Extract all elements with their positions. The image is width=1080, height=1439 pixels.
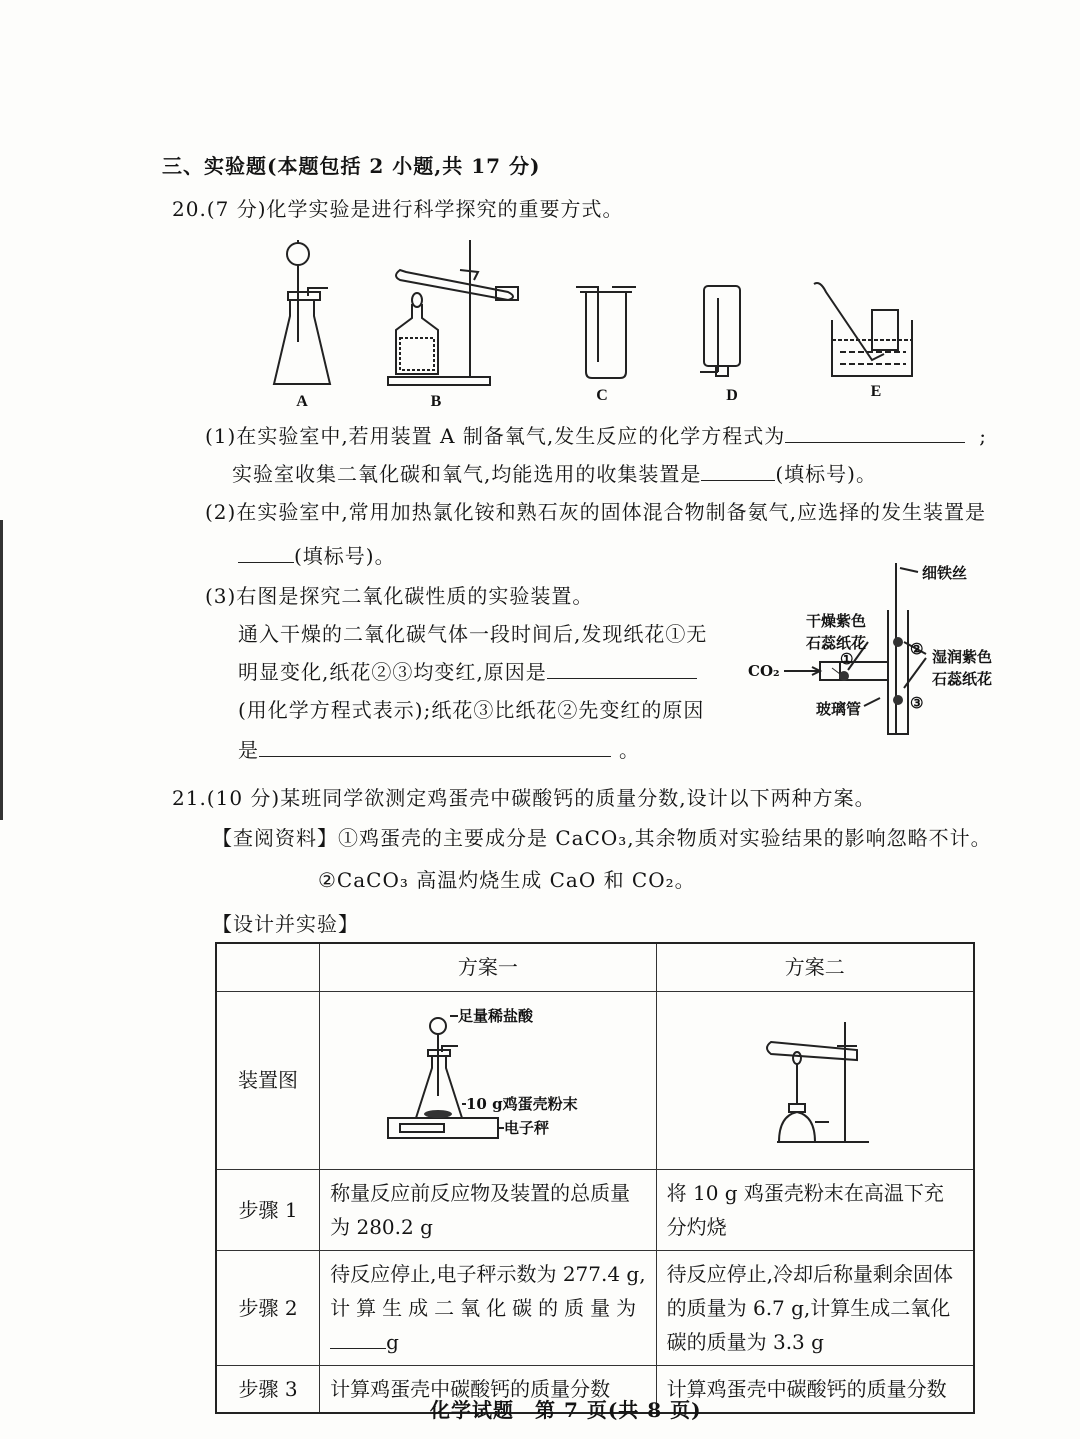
q20-p2-line1: (2)在实验室中,常用加热氯化铵和熟石灰的固体混合物制备氨气,应选择的发生装置是 [205, 500, 987, 524]
q20-p3-line4: (用化学方程式表示);纸花③比纸花②先变红的原因 [238, 698, 705, 722]
label-glass-tube: 玻璃管 [816, 700, 862, 718]
step2-plan-1-line1: 待反应停止,电子秤示数为 277.4 g, [330, 1261, 646, 1286]
label-wet-2: 石蕊纸花 [932, 670, 993, 688]
q20-p3-line3: 明显变化,纸花②③均变红,原因是 [238, 660, 547, 684]
answer-blank-5[interactable] [259, 738, 611, 757]
q20-p1-line2b: (填标号)。 [775, 462, 877, 486]
q21-design-heading: 【设计并实验】 [212, 912, 359, 936]
label-a: A [296, 393, 308, 410]
q21-reference-2: ②CaCO₃ 高温灼烧生成 CaO 和 CO₂。 [318, 868, 696, 892]
q21-reference-1: 【查阅资料】①鸡蛋壳的主要成分是 CaCO₃,其余物质对实验结果的影响忽略不计。 [212, 826, 992, 850]
label-dry-2: 石蕊纸花 [806, 634, 867, 652]
row-step1-label: 步骤 1 [216, 1169, 320, 1250]
label-wire: 细铁丝 [922, 564, 968, 582]
plan-table [215, 942, 975, 1414]
plan2-device-figure [757, 1012, 917, 1152]
answer-blank-6[interactable] [330, 1330, 386, 1349]
q20-p3-line5b: 。 [619, 738, 640, 762]
step2-plan-2: 待反应停止,冷却后称量剩余固体的质量为 6.7 g,计算生成二氧化碳的质量为 3.3 g [656, 1250, 974, 1365]
q20-p1-line2a: 实验室收集二氧化碳和氧气,均能选用的收集装置是 [232, 462, 702, 486]
answer-blank-1[interactable] [785, 424, 965, 443]
q21-stem: 21.(10 分)某班同学欲测定鸡蛋壳中碳酸钙的质量分数,设计以下两种方案。 [172, 786, 876, 810]
header-plan-1: 方案一 [320, 943, 657, 991]
q20-p2-line2: (填标号)。 [294, 544, 396, 568]
q20-p1-semicolon: ; [979, 424, 987, 448]
step2-plan-1 [320, 1250, 657, 1365]
q20-p3-line5a: 是 [238, 738, 259, 762]
row-step3-label: 步骤 3 [216, 1365, 320, 1413]
q20-stem: 20.(7 分)化学实验是进行科学探究的重要方式。 [172, 197, 624, 221]
row-step2-label: 步骤 2 [216, 1250, 320, 1365]
step2-plan-1-unit: g [386, 1329, 399, 1354]
apparatus-d-bottle [700, 286, 740, 376]
step3-plan-1: 计算鸡蛋壳中碳酸钙的质量分数 [320, 1365, 657, 1413]
answer-blank-2[interactable] [701, 462, 775, 481]
apparatus-a-flask [274, 240, 330, 384]
section-title: 三、实验题(本题包括 2 小题,共 17 分) [162, 154, 541, 178]
step2-plan-1-line2: 计算生成二氧化碳的质量为 [330, 1295, 643, 1320]
apparatus-b-heating [388, 240, 518, 385]
label-e: E [870, 383, 882, 400]
label-mark-1: ① [840, 650, 854, 668]
page-fold-shadow [0, 520, 3, 820]
row-device-label: 装置图 [216, 991, 320, 1169]
label-dry-1: 干燥紫色 [806, 612, 867, 630]
label-mark-3: ③ [910, 694, 924, 712]
page-footer: 化学试题 第 7 页(共 8 页) [430, 1398, 702, 1422]
apparatus-e-trough [814, 283, 912, 376]
q20-p1-line1: (1)在实验室中,若用装置 A 制备氧气,发生反应的化学方程式为 [205, 424, 786, 448]
header-plan-2: 方案二 [656, 943, 974, 991]
co2-apparatus-figure [740, 558, 1020, 748]
answer-blank-4[interactable] [547, 660, 697, 679]
step3-plan-2: 计算鸡蛋壳中碳酸钙的质量分数 [656, 1365, 974, 1413]
answer-blank-3[interactable] [238, 544, 294, 563]
label-mark-2: ② [910, 640, 924, 658]
label-d: D [726, 387, 738, 404]
q20-p3-line2: 通入干燥的二氧化碳气体一段时间后,发现纸花①无 [238, 622, 708, 646]
header-empty-cell [216, 943, 320, 991]
label-b: B [430, 393, 442, 410]
apparatus-c-bottle [576, 287, 636, 378]
label-scale: 电子秤 [504, 1118, 550, 1137]
step1-plan-2: 将 10 g 鸡蛋壳粉末在高温下充分灼烧 [656, 1169, 974, 1250]
q20-p3-line1: (3)右图是探究二氧化碳性质的实验装置。 [205, 584, 594, 608]
label-hcl: 足量稀盐酸 [458, 1006, 534, 1025]
apparatus-figure [260, 232, 960, 412]
device-plan-1 [320, 991, 657, 1169]
label-co2: CO₂ [748, 662, 780, 680]
step1-plan-1: 称量反应前反应物及装置的总质量为 280.2 g [320, 1169, 657, 1250]
label-eggshell-powder: 10 g鸡蛋壳粉末 [466, 1094, 578, 1113]
plan1-device-figure [380, 1000, 620, 1160]
label-wet-1: 湿润紫色 [932, 648, 993, 666]
label-c: C [596, 387, 608, 404]
device-plan-2 [656, 991, 974, 1169]
